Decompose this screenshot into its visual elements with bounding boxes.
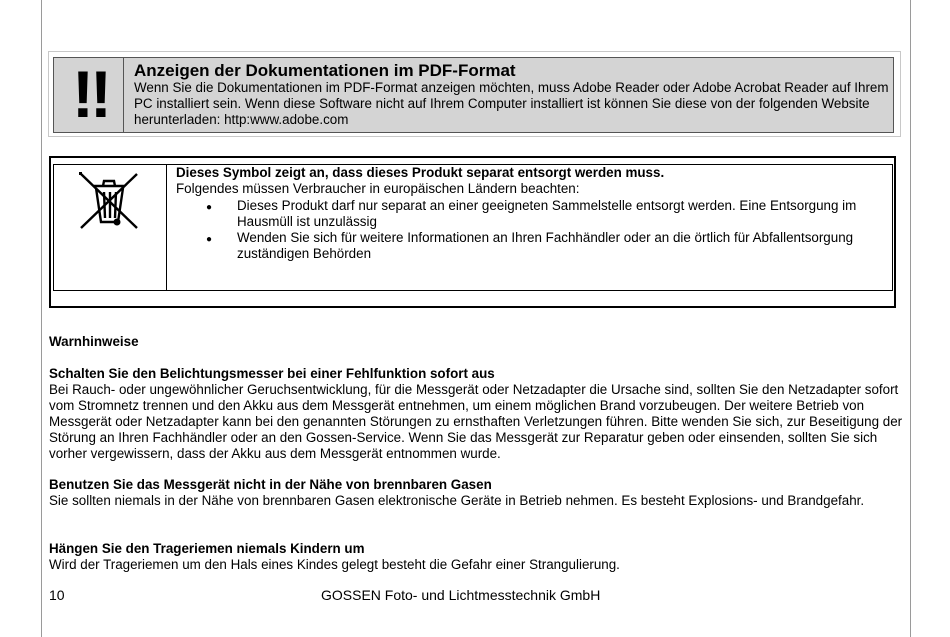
page-number: 10 [49, 587, 65, 603]
warning-exclamation-icon: !! [72, 57, 108, 131]
warning-section-title: Benutzen Sie das Messgerät nicht in der Nähe von brennbaren Gasen [49, 477, 492, 492]
warning-section-title: Hängen Sie den Trageriemen niemals Kindern um [49, 541, 365, 556]
page-left-rule [41, 0, 42, 637]
disposal-list-item: Wenden Sie sich für weitere Informationen an Ihren Fachhändler oder an die örtlich für Abfallentsorgung zuständigen Behörden [237, 230, 854, 261]
disposal-notice-divider [166, 164, 167, 291]
footer-company: GOSSEN Foto- und Lichtmesstechnik GmbH [321, 587, 601, 603]
warning-section-title: Schalten Sie den Belichtungsmesser bei einer Fehlfunktion sofort aus [49, 366, 495, 381]
disposal-notice-intro: Folgendes müssen Verbraucher in europäischen Ländern beachten: [176, 181, 580, 196]
warning-section-text: Wird der Trageriemen um den Hals eines Kindes gelegt besteht die Gefahr einer Strangulierung. [49, 557, 620, 572]
page-right-rule [910, 0, 911, 637]
warning-section-text: Bei Rauch- oder ungewöhnlicher Geruchsentwicklung, für die Messgerät oder Netzadapter die Ursache sind, sollten Sie den Netzadapter sofort vom Stromnetz trennen und den Akku aus dem Messgerät entnehmen, um einem möglichen Brand vorzubeugen. Der weitere Betrieb von Messgerät oder Netzadapter kann bei den genannten Störungen zu ernsthaften Verletzungen führen. Bitte wenden Sie sich, zur Beseitigung der Störung an Ihren Fachhändler oder an den Gossen-Service. Wenn Sie das Messgerät zur Reparatur geben oder einsenden, sollten Sie sich vorher vergewissern, dass der Akku aus dem Messgerät entnommen wurde. [49, 382, 903, 461]
disposal-notice-title: Dieses Symbol zeigt an, dass dieses Produkt separat entsorgt werden muss. [176, 165, 665, 180]
pdf-notice-title: Anzeigen der Dokumentationen im PDF-Format [134, 61, 516, 80]
warning-section-text: Sie sollten niemals in der Nähe von brennbaren Gasen elektronische Geräte in Betrieb nehmen. Es besteht Explosions- und Brandgefahr. [49, 493, 865, 508]
warnings-heading: Warnhinweise [49, 334, 139, 349]
crossed-out-wheelie-bin-icon [77, 170, 141, 232]
bullet-point: ● [206, 234, 213, 245]
pdf-notice-divider [123, 57, 124, 133]
pdf-notice-text: Wenn Sie die Dokumentationen im PDF-Format anzeigen möchten, muss Adobe Reader oder Adobe Acrobat Reader auf Ihrem PC installiert sein. Wenn diese Software nicht auf Ihrem Computer installiert ist können Sie diese von der folgenden Website herunterladen: http:www.adobe.com [134, 80, 889, 127]
bullet-point: ● [206, 202, 213, 213]
disposal-list-item: Dieses Produkt darf nur separat an einer geeigneten Sammelstelle entsorgt werden. Eine Entsorgung im Hausmüll ist unzulässig [237, 198, 857, 229]
